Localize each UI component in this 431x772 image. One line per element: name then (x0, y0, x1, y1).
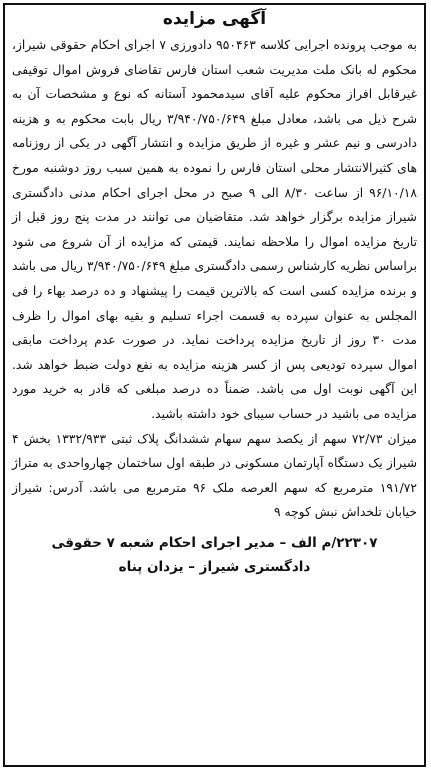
signature-line-office: ۲۲۳۰۷/م الف – مدیر اجرای احکام شعبه ۷ حقوقی (51, 534, 378, 551)
notice-signature (12, 531, 417, 579)
auction-notice (3, 3, 426, 767)
notice-paragraph-property: میزان ۷۲/۷۳ سهم از یکصد سهم سهام ششدانگ پلاک ثبتی ۱۳۳۲/۹۳۳ بخش ۴ شیراز یک دستگاه آپارتمان مسکونی در طبقه اول ساختمان چهارواحدی به متراژ ۱۹۱/۷۲ مترمربع که سهم العرصه ملک ۹۶ مترمربع می باشد. آدرس: شیراز خیابان تلخداش نبش کوچه ۹ (12, 431, 417, 520)
signature-line-court: دادگستری شیراز – یزدان پناه (118, 558, 311, 575)
notice-title: آگهی مزایده (162, 9, 267, 29)
notice-paragraph-terms: به موجب پرونده اجرایی کلاسه ۹۵۰۴۶۳ دادورزی ۷ اجرای احکام حقوقی شیراز، محکوم له بانک ملت مدیریت شعب استان فارس تقاضای فروش اموال توقیفی غیرقابل افراز محکوم علیه آقای سیدمحمود آستانه که نوع و مشخصات آن به شرح ذیل می باشد، معادل مبلغ ۳/۹۴۰/۷۵۰/۶۴۹ ریال بابت محکوم به و هزینه دادرسی و نیم عشر و غیره از طریق مزایده و انتشار آگهی در یکی از روزنامه های کثیرالانتشار محلی استان فارس را نموده به همین سبب روز دوشنبه مورخ ۹۶/۱۰/۱۸ از ساعت ۸/۳۰ الی ۹ صبح در محل اجرای احکام مدنی دادگستری شیراز مزایده برگزار خواهد شد. متقاضیان می توانند در مدت پنج روز قبل از تاریخ مزایده اموال را ملاحظه نمایند. قیمتی که مزایده از آن شروع می شود براساس نظریه کارشناس رسمی دادگستری مبلغ ۳/۹۴۰/۷۵۰/۶۴۹ ریال می باشد و برنده مزایده کسی است که بالاترین قیمت را پیشنهاد و ده درصد بهاء را فی المجلس به عنوان سپرده به قسمت اجراء تسلیم و بقیه بهای اموال را ظرف مدت ۳۰ روز از تاریخ مزایده پرداخت نماید. در صورت عدم پرداخت مابقی اموال سپرده تودیعی پس از کسر هزینه مزایده به نفع دولت ضبط خواهد شد. این آگهی نوبت اول می باشد. ضمناً ده درصد مبلغی که قادر به خرید مورد مزایده می باشید در حساب سیبای خود داشته باشید. (12, 38, 418, 421)
